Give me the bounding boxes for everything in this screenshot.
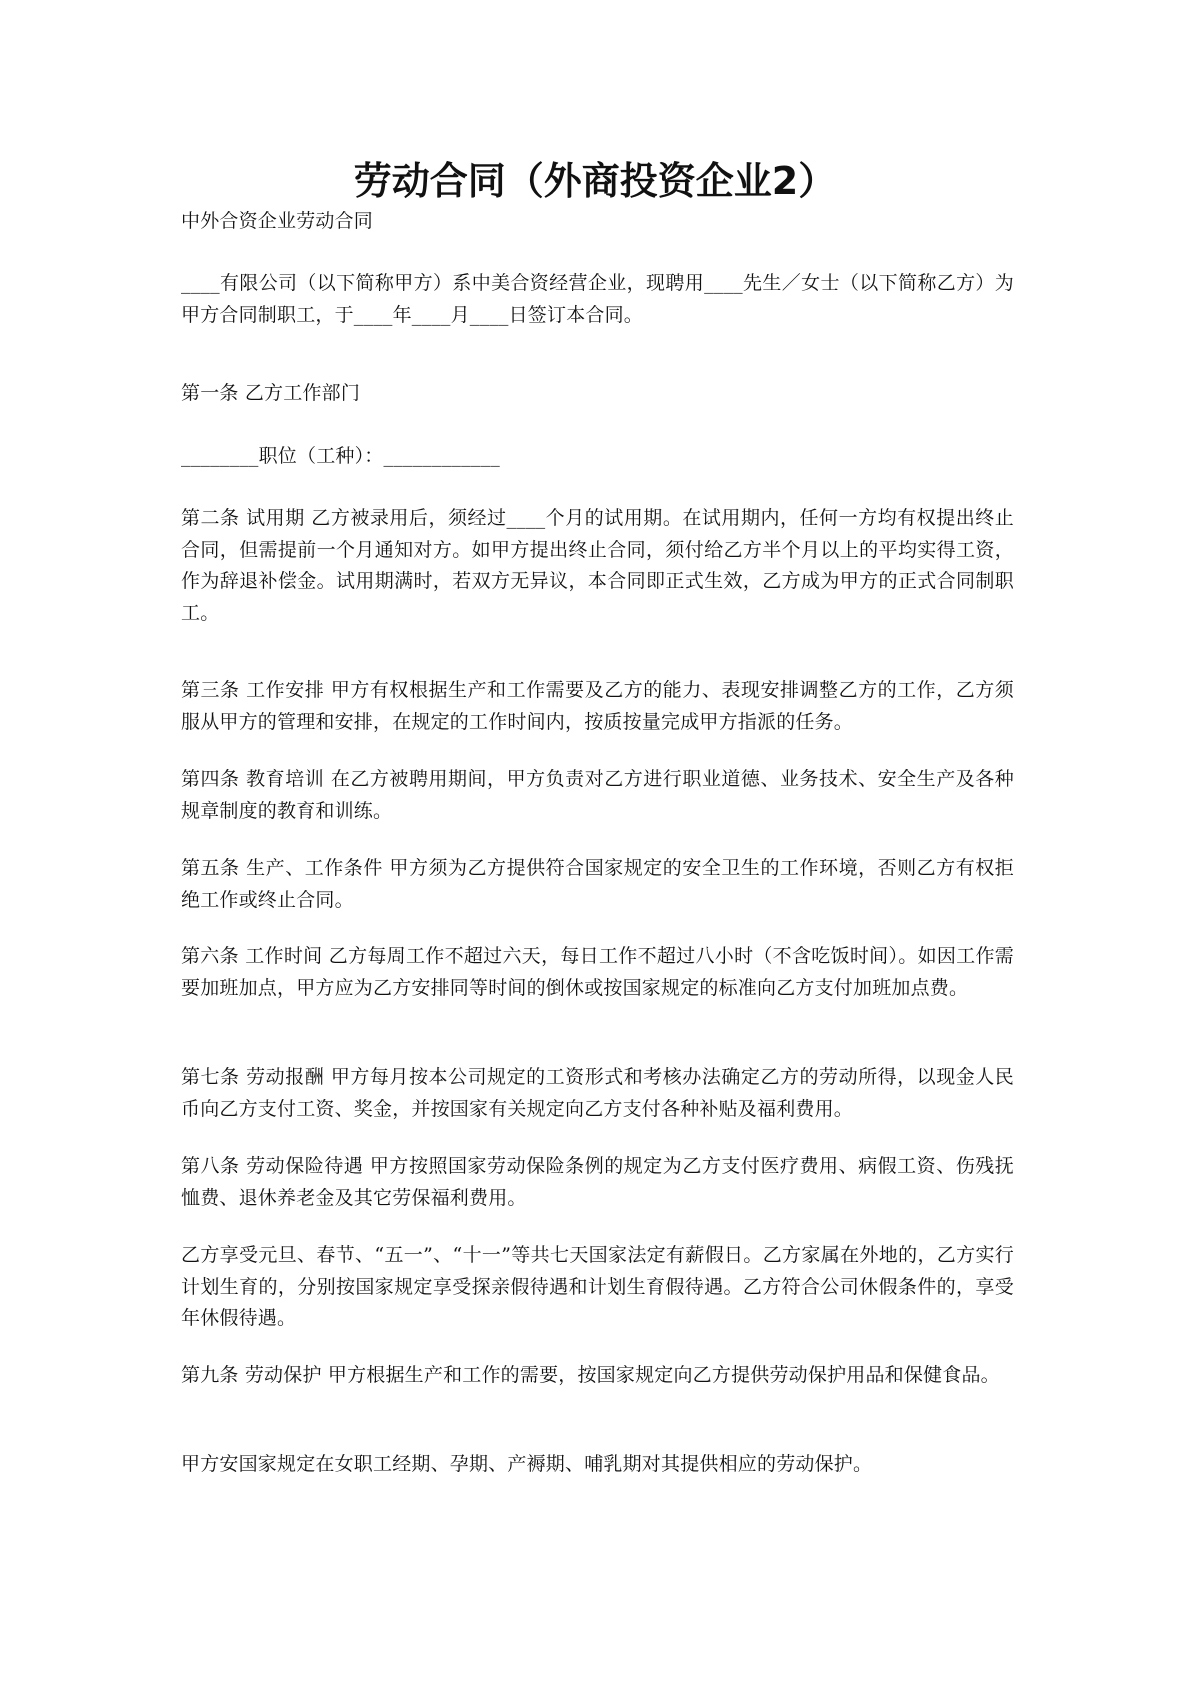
- paragraph-article-2: 第二条 试用期 乙方被录用后，须经过____个月的试用期。在试用期内，任何一方均有权提出终止合同，但需提前一个月通知对方。如甲方提出终止合同，须付给乙方半个月以上的平均实得工资，作为辞退补偿金。试用期满时，若双方无异议，本合同即正式生效，乙方成为甲方的正式合同制职工。: [181, 507, 1014, 624]
- paragraph-intro: ____有限公司（以下简称甲方）系中美合资经营企业，现聘用____先生／女士（以下简称乙方）为甲方合同制职工，于____年____月____日签订本合同。: [181, 272, 1014, 326]
- paragraph-article-5: 第五条 生产、工作条件 甲方须为乙方提供符合国家规定的安全卫生的工作环境，否则乙方有权拒绝工作或终止合同。: [181, 857, 1014, 911]
- paragraph-article-9: 第九条 劳动保护 甲方根据生产和工作的需要，按国家规定向乙方提供劳动保护用品和保健食品。: [181, 1364, 1000, 1386]
- paragraph-article-4: 第四条 教育培训 在乙方被聘用期间，甲方负责对乙方进行职业道德、业务技术、安全生产及各种规章制度的教育和训练。: [181, 768, 1014, 822]
- paragraph-article-1: 第一条 乙方工作部门: [181, 382, 361, 404]
- paragraph-female-protection: 甲方安国家规定在女职工经期、孕期、产褥期、哺乳期对其提供相应的劳动保护。: [181, 1453, 873, 1475]
- document-subtitle: 中外合资企业劳动合同: [181, 210, 374, 232]
- paragraph-holidays: 乙方享受元旦、春节、“五一”、“十一”等共七天国家法定有薪假日。乙方家属在外地的，乙方实行计划生育的，分别按国家规定享受探亲假待遇和计划生育假待遇。乙方符合公司休假条件的，享受年休假待遇。: [181, 1244, 1014, 1329]
- paragraph-article-8: 第八条 劳动保险待遇 甲方按照国家劳动保险条例的规定为乙方支付医疗费用、病假工资、伤残抚恤费、退休养老金及其它劳保福利费用。: [181, 1155, 1014, 1209]
- paragraph-position: ________职位（工种）：____________: [181, 445, 500, 467]
- paragraph-article-3: 第三条 工作安排 甲方有权根据生产和工作需要及乙方的能力、表现安排调整乙方的工作，乙方须服从甲方的管理和安排，在规定的工作时间内，按质按量完成甲方指派的任务。: [181, 679, 1014, 733]
- document-title: 劳动合同（外商投资企业2）: [353, 159, 837, 203]
- paragraph-article-7: 第七条 劳动报酬 甲方每月按本公司规定的工资形式和考核办法确定乙方的劳动所得，以现金人民币向乙方支付工资、奖金，并按国家有关规定向乙方支付各种补贴及福利费用。: [181, 1066, 1014, 1120]
- paragraph-article-6: 第六条 工作时间 乙方每周工作不超过六天，每日工作不超过八小时（不含吃饭时间）。如因工作需要加班加点，甲方应为乙方安排同等时间的倒休或按国家规定的标准向乙方支付加班加点费。: [181, 945, 1014, 999]
